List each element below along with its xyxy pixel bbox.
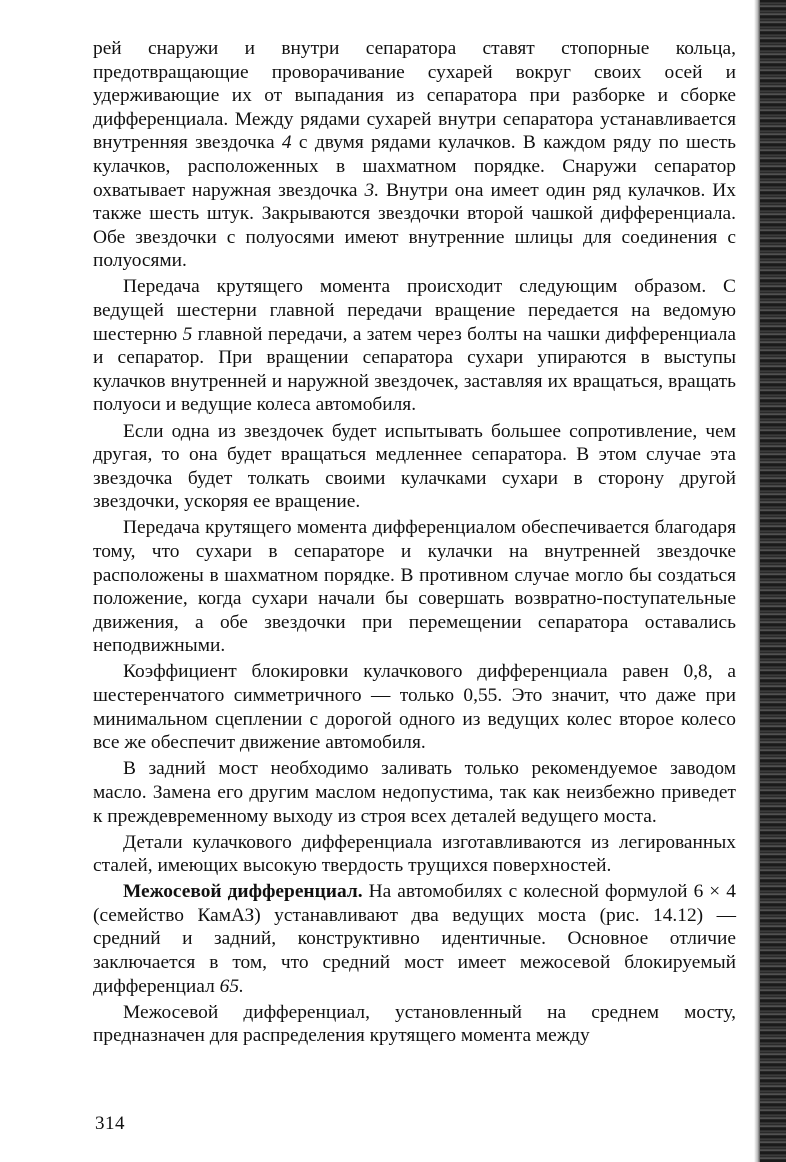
paragraph-5: Коэффициент блокировки кулачкового дифференциала равен 0,8, а шестеренчатого симметричного — только 0,55. Это значит, что даже при минимальном сцеплении с дорогой одного из ведущих колес второе колесо все же обеспечит движение автомобиля. [93, 661, 736, 754]
paragraph-1: рей снаружи и внутри сепаратора ставят стопорные кольца, предотвращающие проворачивание сухарей вокруг своих осей и удерживающие их от выпадания из сепаратора при разборке и сборке дифференциала. Между рядами сухарей внутри сепаратора устанавливается внутренняя звездочка 4 с двумя рядами кулачков. В каждом ряду по шесть кулачков, расположенных в шахматном порядке. Снаружи сепаратор охватывает наружная звездочка 3. Внутри она имеет один ряд кулачков. Их также шесть штук. Закрываются звездочки второй чашкой дифференциала. Обе звездочки с полуосями имеют внутренние шлицы для соединения с полуосями. [93, 38, 736, 272]
scan-edge-shadow [760, 0, 786, 1162]
body-text [93, 37, 736, 1048]
paragraph-8: Межосевой дифференциал. На автомобилях с колесной формулой 6 × 4 (семейство КамАЗ) устанавливают два ведущих моста (рис. 14.12) — средний и задний, конструктивно идентичные. Основное отличие заключается в том, что средний мост имеет межосевой блокируемый дифференциал 65. [93, 881, 736, 997]
page-number: 314 [95, 1113, 125, 1134]
paragraph-3: Если одна из звездочек будет испытывать большее сопротивление, чем другая, то она будет вращаться медленнее сепаратора. В этом случае эта звездочка будет толкать своими кулачками сухари в сторону другой звездочки, ускоряя ее вращение. [93, 420, 736, 513]
section-heading: Межосевой дифференциал. [123, 881, 363, 903]
paragraph-6: В задний мост необходимо заливать только рекомендуемое заводом масло. Замена его другим маслом недопустима, так как неизбежно приведет к преждевременному выходу из строя всех деталей ведущего моста. [93, 758, 736, 827]
paragraph-7: Детали кулачкового дифференциала изготавливаются из легированных сталей, имеющих высокую твердость трущихся поверхностей. [93, 831, 736, 877]
page-body [93, 37, 736, 1050]
paragraph-4: Передача крутящего момента дифференциалом обеспечивается благодаря тому, что сухари в сепараторе и кулачки на внутренней звездочке расположены в шахматном порядке. В противном случае могло бы создаться положение, когда сухари начали бы совершать возвратно-поступательные движения, а обе звездочки при перемещении сепаратора оставались неподвижными. [93, 517, 736, 657]
paragraph-9: Межосевой дифференциал, установленный на среднем мосту, предназначен для распределения крутящего момента между [93, 1001, 736, 1047]
paragraph-2: Передача крутящего момента происходит следующим образом. С ведущей шестерни главной передачи вращение передается на ведомую шестерню 5 главной передачи, а затем через болты на чашки дифференциала и сепаратор. При вращении сепаратора сухари упираются в выступы кулачков внутренней и наружной звездочек, заставляя их вращаться, вращать полуоси и ведущие колеса автомобиля. [93, 276, 736, 416]
